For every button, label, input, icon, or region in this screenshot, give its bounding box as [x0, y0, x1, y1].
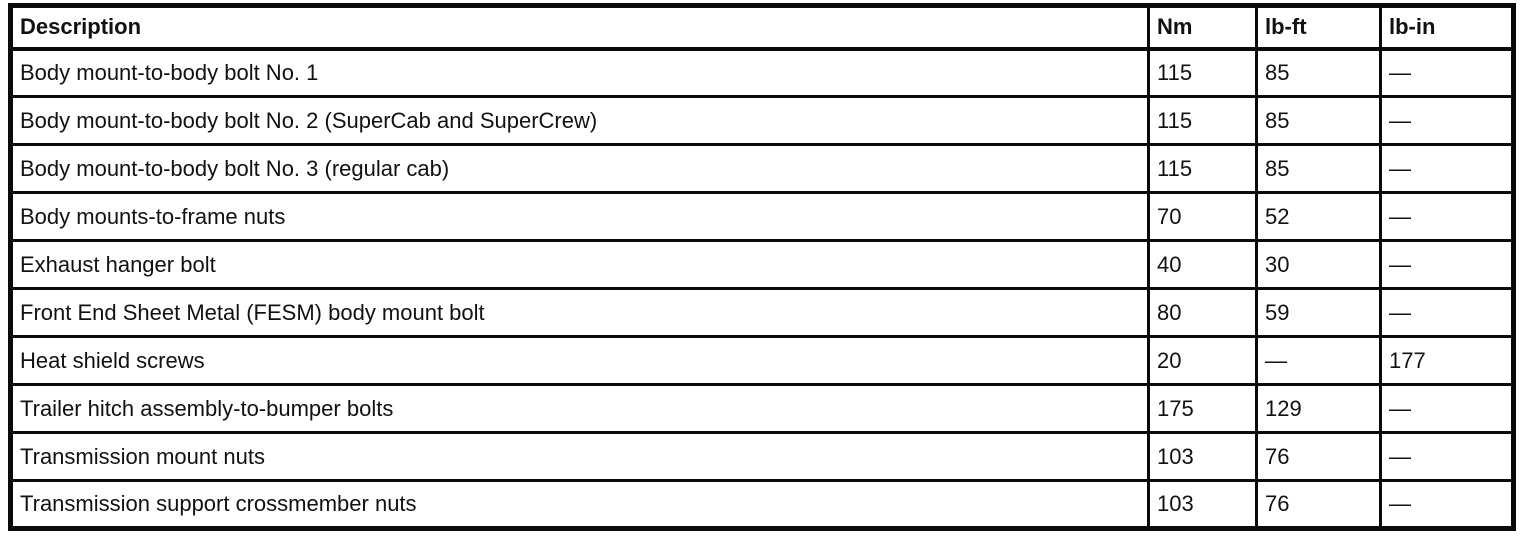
cell-lbft: 30 — [1257, 241, 1381, 289]
cell-lbin: — — [1381, 289, 1514, 337]
torque-spec-table — [8, 3, 1516, 531]
cell-description: Heat shield screws — [11, 337, 1149, 385]
cell-nm: 103 — [1149, 433, 1257, 481]
cell-nm: 20 — [1149, 337, 1257, 385]
column-header-nm: Nm — [1149, 6, 1257, 49]
table-header-row — [11, 6, 1514, 49]
cell-nm: 115 — [1149, 49, 1257, 97]
table-row — [11, 145, 1514, 193]
table-row — [11, 97, 1514, 145]
cell-description: Body mounts-to-frame nuts — [11, 193, 1149, 241]
cell-lbin: — — [1381, 433, 1514, 481]
column-header-lbin: lb-in — [1381, 6, 1514, 49]
cell-lbft: 52 — [1257, 193, 1381, 241]
table-row — [11, 193, 1514, 241]
table-row — [11, 433, 1514, 481]
table-row — [11, 385, 1514, 433]
cell-lbin: — — [1381, 385, 1514, 433]
cell-lbft: 129 — [1257, 385, 1381, 433]
cell-description: Trailer hitch assembly-to-bumper bolts — [11, 385, 1149, 433]
cell-lbft: 59 — [1257, 289, 1381, 337]
cell-lbft: 85 — [1257, 97, 1381, 145]
column-header-description: Description — [11, 6, 1149, 49]
cell-nm: 80 — [1149, 289, 1257, 337]
cell-nm: 40 — [1149, 241, 1257, 289]
cell-nm: 115 — [1149, 97, 1257, 145]
cell-lbft: 85 — [1257, 145, 1381, 193]
cell-lbft: 76 — [1257, 433, 1381, 481]
cell-lbin: — — [1381, 49, 1514, 97]
cell-lbin: — — [1381, 481, 1514, 529]
cell-lbin: — — [1381, 145, 1514, 193]
column-header-lbft: lb-ft — [1257, 6, 1381, 49]
cell-lbin: — — [1381, 241, 1514, 289]
cell-lbin: — — [1381, 97, 1514, 145]
cell-nm: 175 — [1149, 385, 1257, 433]
cell-description: Body mount-to-body bolt No. 3 (regular cab) — [11, 145, 1149, 193]
cell-lbft: 85 — [1257, 49, 1381, 97]
table-row — [11, 241, 1514, 289]
cell-description: Exhaust hanger bolt — [11, 241, 1149, 289]
cell-nm: 103 — [1149, 481, 1257, 529]
table-row — [11, 337, 1514, 385]
table-row — [11, 49, 1514, 97]
cell-lbft: 76 — [1257, 481, 1381, 529]
table-row — [11, 481, 1514, 529]
table-row — [11, 289, 1514, 337]
cell-lbin: 177 — [1381, 337, 1514, 385]
cell-nm: 115 — [1149, 145, 1257, 193]
cell-nm: 70 — [1149, 193, 1257, 241]
cell-description: Transmission mount nuts — [11, 433, 1149, 481]
cell-description: Body mount-to-body bolt No. 2 (SuperCab and SuperCrew) — [11, 97, 1149, 145]
cell-lbin: — — [1381, 193, 1514, 241]
cell-description: Body mount-to-body bolt No. 1 — [11, 49, 1149, 97]
cell-lbft: — — [1257, 337, 1381, 385]
cell-description: Front End Sheet Metal (FESM) body mount bolt — [11, 289, 1149, 337]
cell-description: Transmission support crossmember nuts — [11, 481, 1149, 529]
